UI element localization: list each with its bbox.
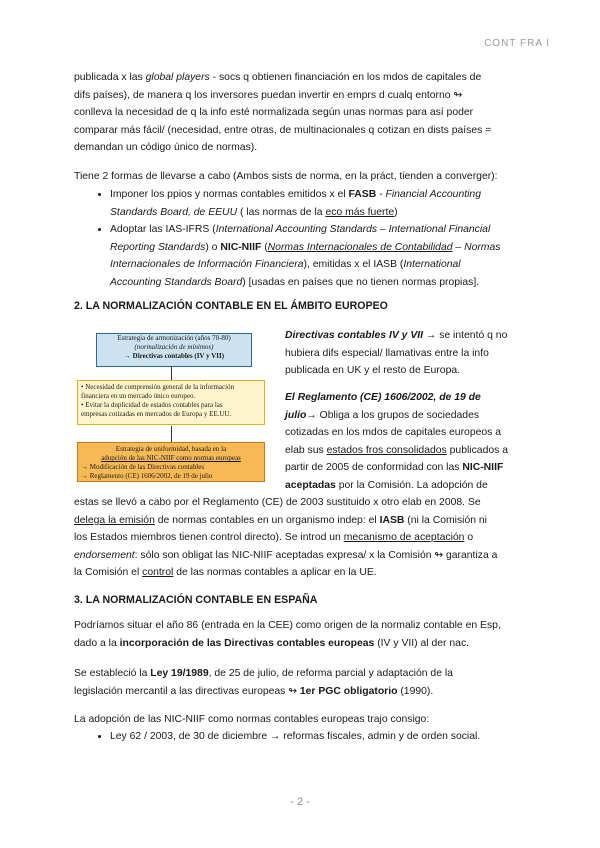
section-2-full-width-text: estas se llevó a cabo por el Reglamento (CE) de 2003 sustituido x otro elab en 2008. Se delega la emisión de normas contables en un organismo indep: el IASB (ni la Comisión ni los Estados miembros tienen control directo). Se introd un mecanismo de aceptación o endorsement: sólo son obligat las NIC-NIIF aceptadas expresa/ x la Comisión ↬ garantiza a la Comisión el control de las normas contables a aplicar en la UE. (74, 497, 498, 578)
diagram-text: → Directivas contables (IV y VII) (123, 352, 225, 360)
diagram-text: Estrategia de uniformidad, basada en la (115, 445, 227, 453)
running-header: CONT FRA I (484, 38, 550, 49)
diagram-connector (171, 426, 172, 442)
diagram-text: • Evitar la duplicidad de estados contables para las (81, 401, 223, 409)
normalization-diagram (74, 327, 274, 487)
list-item: • Ley 62 / 2003, de 30 de diciembre → reformas fiscales, admin y de orden social. (110, 728, 550, 746)
diagram-text: (normalización de mínimos) (134, 343, 214, 351)
section-3-paragraph-2: Se estableció la Ley 19/1989, de 25 de julio, de reforma parcial y adaptación de la legislación mercantil a las directivas europeas ↬ 1er PGC obligatorio (1990). (74, 668, 453, 697)
diagram-text: empresas cotizadas en mercados de Europa y EE.UU. (81, 410, 232, 418)
section-3-list (92, 728, 550, 746)
section-3-paragraph-3: La adopción de las NIC-NIIF como normas contables europeas trajo consigo: (74, 714, 430, 725)
forms-list (92, 186, 550, 291)
diagram-text: • Necesidad de comprensión general de la información (81, 383, 235, 391)
forms-intro: Tiene 2 formas de llevarse a cabo (Ambos sists de norma, en la práct, tienden a converger): (74, 171, 498, 182)
section-3-paragraph-1: Podríamos situar el año 86 (entrada en la CEE) como origen de la normaliz contable en Esp, dado a la incorporación de las Directivas contables europeas (IV y VII) al der nac. (74, 620, 501, 649)
intro-paragraph: publicada x las global players - socs q obtienen financiación en los mdos de capitales de difs países), de manera q los inversores puedan invertir en emprs d cualq entorno ↬ conlleva la necesidad de q la info esté normalizada según unas normas para así poder comparar más fácil/ (necesidad, entre otras, de multinacionales q cotizan en dists países = demandan un código único de normas). (74, 72, 492, 153)
diagram-text: → Modificación de las Directivas contables (81, 463, 205, 471)
diagram-text: Estrategia de armonización (años 70-80) (117, 334, 231, 342)
section-2-title: 2. LA NORMALIZACIÓN CONTABLE EN EL ÁMBITO EUROPEO (74, 300, 388, 312)
section-3-title: 3. LA NORMALIZACIÓN CONTABLE EN ESPAÑA (74, 594, 318, 606)
diagram-box-reasons (77, 380, 265, 425)
diagram-box-uniformity (77, 442, 265, 482)
list-item: • Imponer los ppios y normas contables emitidos x el FASB - Financial Accounting Standards Board, de EEUU ( las normas de la eco más fuerte) (110, 186, 550, 221)
diagram-text: financiera en un mercado único europeo. (81, 392, 196, 400)
diagram-text: → Reglamento (CE) 1606/2002, de 19 de julio (81, 472, 213, 480)
diagram-connector (171, 366, 172, 380)
list-item: • Adoptar las IAS-IFRS (International Accounting Standards – International Financial Reporting Standards) o NIC-NIIF (Normas Internacionales de Contabilidad – Normas Internacionales de Información Financiera), emitidas x el IASB (International Accounting Standards Board) [usadas en países que no tienen normas propias]. (110, 221, 550, 291)
section-2-regulation-text: El Reglamento (CE) 1606/2002, de 19 de julio→ Obliga a los grupos de sociedades cotizadas en los mdos de capitales europeos a elab sus estados fros consolidados publicados a partir de 2005 de conformidad con las NIC-NIIF aceptadas por la Comisión. La adopción de (285, 392, 508, 491)
diagram-box-harmonization (96, 333, 252, 367)
section-2-right-text: Directivas contables IV y VII → se intentó q no hubiera difs especial/ llamativas entre la info publicada en UK y el resto de Europa. (285, 330, 508, 376)
diagram-text: adopción de las NIC-NIIF como normas europeas (101, 454, 241, 462)
page-number: - 2 - (290, 796, 310, 808)
